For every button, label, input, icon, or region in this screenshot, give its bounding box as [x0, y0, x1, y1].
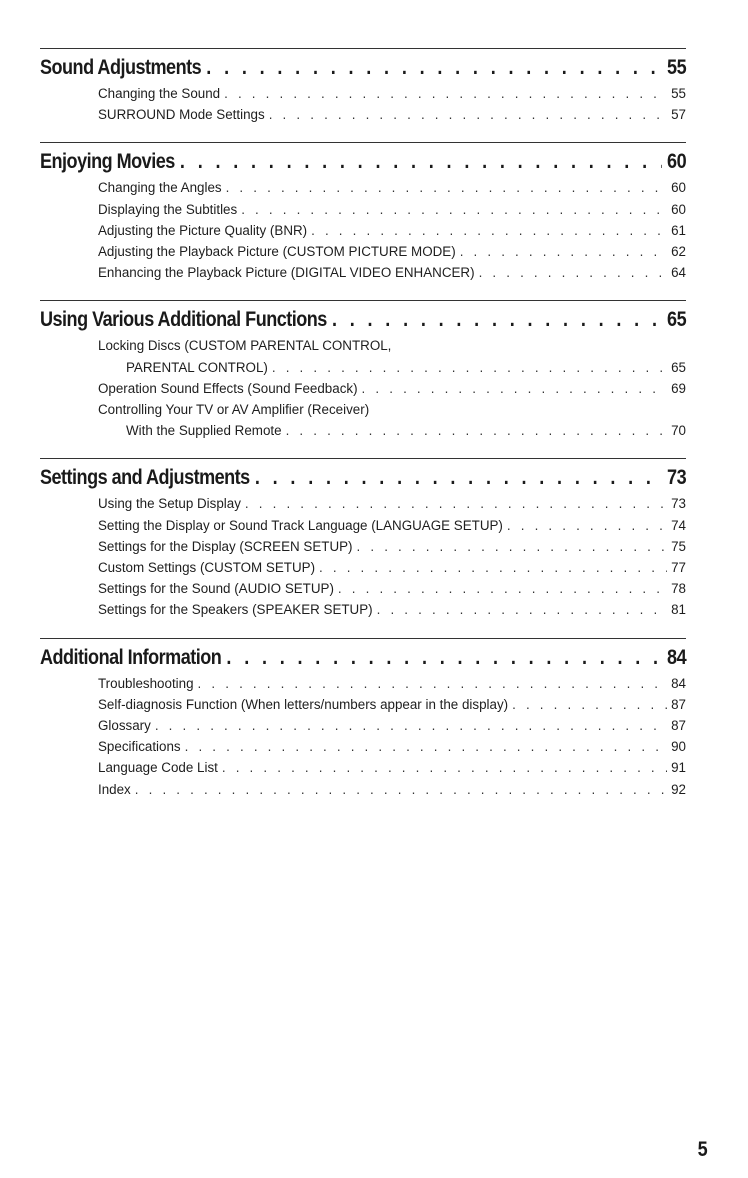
dot-leader [224, 83, 667, 104]
entry-title-line1: Locking Discs (CUSTOM PARENTAL CONTROL, [98, 338, 392, 354]
entry-title: Setting the Display or Sound Track Language (LANGUAGE SETUP) [98, 517, 503, 533]
toc-entry[interactable] [98, 536, 686, 557]
entry-title-line1: Controlling Your TV or AV Amplifier (Receiver) [98, 402, 370, 418]
toc-entry[interactable] [98, 220, 686, 241]
entry-page: 57 [671, 107, 686, 123]
toc-section-additional-functions [40, 300, 686, 441]
toc-entry[interactable] [98, 715, 686, 736]
entry-title: Glossary [98, 718, 151, 734]
toc-entry[interactable] [98, 694, 686, 715]
page-number: 5 [697, 1138, 708, 1161]
toc-entry[interactable] [98, 578, 686, 599]
dot-leader [332, 307, 662, 333]
toc-entry[interactable] [98, 673, 686, 694]
entry-page: 84 [671, 675, 686, 691]
dot-leader [255, 465, 662, 491]
dot-leader [362, 378, 668, 399]
dot-leader [185, 736, 667, 757]
dot-leader [206, 55, 662, 81]
entry-title: Self-diagnosis Function (When letters/numbers appear in the display) [98, 696, 509, 712]
entry-page: 81 [671, 602, 686, 618]
dot-leader [512, 694, 667, 715]
toc-entry[interactable] [98, 557, 686, 578]
toc-section-sound-adjustments [40, 48, 686, 125]
toc-section-settings-adjustments [40, 458, 686, 620]
entry-title: Changing the Angles [98, 180, 222, 196]
entry-title: Custom Settings (CUSTOM SETUP) [98, 560, 316, 576]
entry-page: 60 [671, 180, 686, 196]
dot-leader [245, 493, 667, 514]
toc-entry[interactable] [98, 493, 686, 514]
entry-page: 62 [671, 244, 686, 260]
toc-entry-multiline[interactable] [98, 399, 686, 441]
section-page: 65 [667, 308, 687, 332]
toc-entry[interactable] [98, 779, 686, 800]
entry-title: Adjusting the Playback Picture (CUSTOM PICTURE MODE) [98, 244, 456, 260]
toc-entry[interactable] [98, 177, 686, 198]
dot-leader [319, 557, 667, 578]
entry-page: 64 [671, 265, 686, 281]
toc-entry[interactable] [98, 199, 686, 220]
entry-title: With the Supplied Remote [126, 423, 282, 439]
section-heading[interactable] [40, 55, 686, 81]
entry-title: Settings for the Display (SCREEN SETUP) [98, 538, 353, 554]
section-heading[interactable] [40, 307, 686, 333]
section-page: 84 [667, 645, 687, 669]
entry-title: Displaying the Subtitles [98, 201, 238, 217]
dot-leader [479, 262, 668, 283]
dot-leader [286, 420, 668, 441]
toc-entry[interactable] [98, 104, 686, 125]
entry-page: 77 [671, 560, 686, 576]
toc-entry[interactable] [98, 515, 686, 536]
entry-title: Troubleshooting [98, 675, 194, 691]
entry-page: 91 [671, 760, 686, 776]
dot-leader [377, 599, 667, 620]
entry-page: 87 [671, 718, 686, 734]
entry-title: Index [98, 781, 131, 797]
toc-entry[interactable] [98, 378, 686, 399]
entry-title: Settings for the Sound (AUDIO SETUP) [98, 581, 334, 597]
entry-page: 55 [671, 86, 686, 101]
entry-page: 92 [671, 781, 686, 797]
entry-page: 87 [671, 696, 686, 712]
toc-section-additional-information [40, 638, 686, 800]
toc-entry[interactable] [98, 262, 686, 283]
dot-leader [226, 645, 661, 671]
dot-leader [155, 715, 667, 736]
dot-leader [507, 515, 667, 536]
entry-page: 65 [671, 359, 686, 375]
entry-title: Operation Sound Effects (Sound Feedback) [98, 380, 358, 396]
dot-leader [198, 673, 668, 694]
dot-leader [272, 357, 667, 378]
entry-title: Adjusting the Picture Quality (BNR) [98, 222, 308, 238]
dot-leader [357, 536, 668, 557]
entry-title: Specifications [98, 739, 181, 755]
toc-entry[interactable] [98, 241, 686, 262]
section-title: Additional Information [40, 645, 222, 669]
toc-entry-multiline[interactable] [98, 335, 686, 377]
entry-title: Settings for the Speakers (SPEAKER SETUP) [98, 602, 373, 618]
entry-page: 69 [671, 380, 686, 396]
toc-entry[interactable] [98, 736, 686, 757]
entry-title: SURROUND Mode Settings [98, 107, 265, 123]
dot-leader [180, 149, 662, 175]
dot-leader [460, 241, 667, 262]
entry-page: 75 [671, 538, 686, 554]
dot-leader [338, 578, 667, 599]
toc-entry[interactable] [98, 83, 686, 104]
entry-page: 73 [671, 496, 686, 512]
dot-leader [135, 779, 667, 800]
dot-leader [226, 177, 668, 198]
section-page: 55 [667, 56, 687, 79]
entry-page: 70 [671, 423, 686, 439]
entry-title: Changing the Sound [98, 86, 221, 101]
section-title: Using Various Additional Functions [40, 308, 327, 332]
toc-section-enjoying-movies [40, 142, 686, 283]
entry-page: 74 [671, 517, 686, 533]
section-heading[interactable] [40, 645, 686, 671]
toc-entry[interactable] [98, 757, 686, 778]
entry-page: 60 [671, 201, 686, 217]
section-title: Settings and Adjustments [40, 466, 250, 490]
toc-entry[interactable] [98, 599, 686, 620]
dot-leader [311, 220, 667, 241]
section-page: 60 [667, 150, 687, 174]
entry-page: 90 [671, 739, 686, 755]
entry-page: 61 [671, 222, 686, 238]
entry-title: Enhancing the Playback Picture (DIGITAL VIDEO ENHANCER) [98, 265, 475, 281]
table-of-contents [40, 48, 686, 817]
entry-title: Language Code List [98, 760, 218, 776]
dot-leader [241, 199, 667, 220]
section-title: Sound Adjustments [40, 56, 202, 79]
section-title: Enjoying Movies [40, 150, 175, 174]
section-heading[interactable] [40, 149, 686, 175]
section-page: 73 [667, 466, 687, 490]
entry-title: Using the Setup Display [98, 496, 241, 512]
entry-page: 78 [671, 581, 686, 597]
section-heading[interactable] [40, 465, 686, 491]
entry-title: PARENTAL CONTROL) [126, 359, 268, 375]
dot-leader [269, 104, 667, 125]
dot-leader [222, 757, 667, 778]
